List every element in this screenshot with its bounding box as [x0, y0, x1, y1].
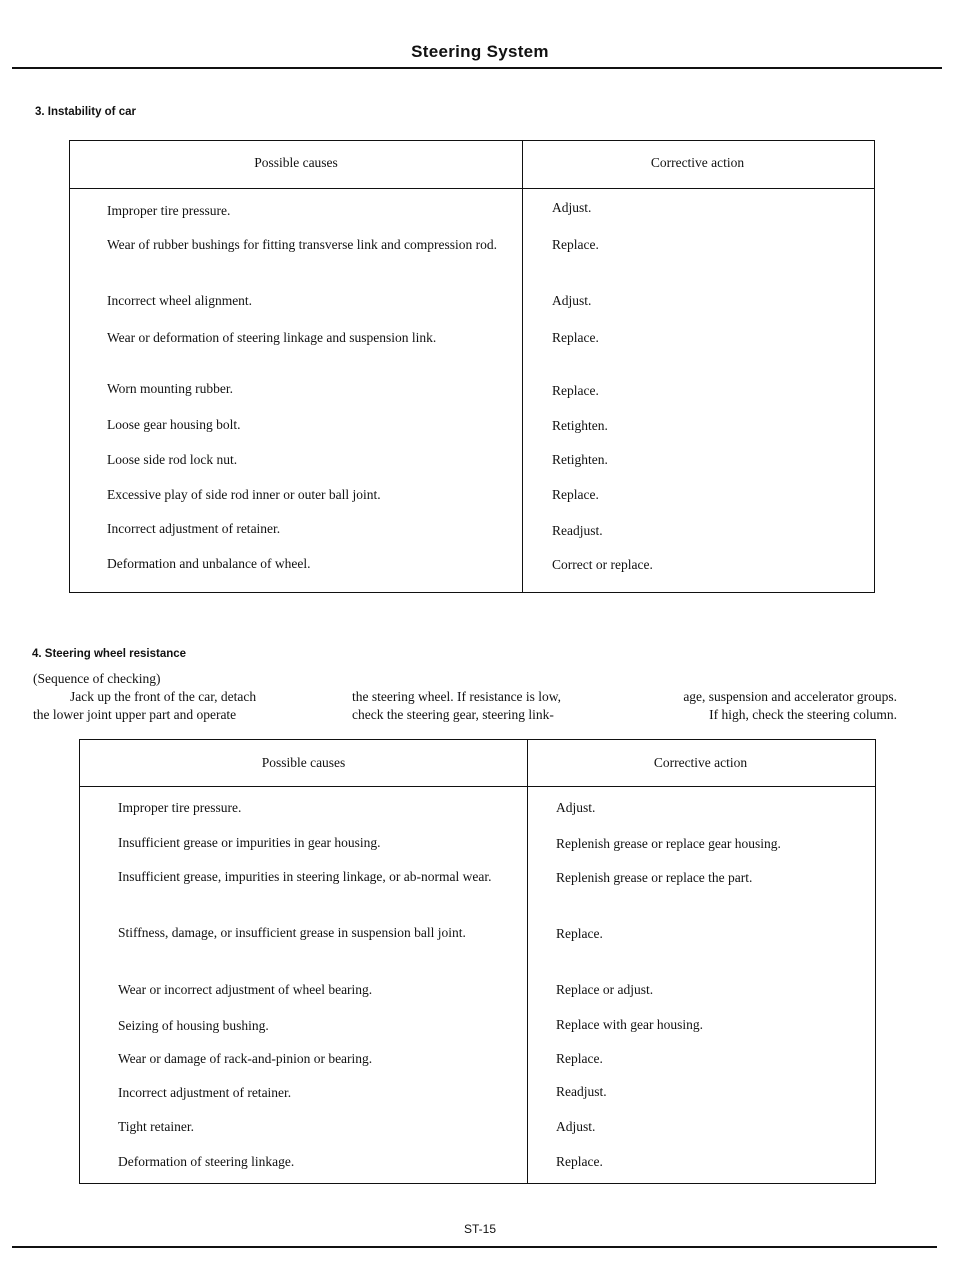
action-cell: Adjust. — [556, 1119, 596, 1134]
cause-cell: Improper tire pressure. — [118, 800, 242, 815]
action-cell: Replace. — [552, 487, 599, 502]
action-cell: Replenish grease or replace gear housing. — [556, 836, 781, 851]
instability-table — [69, 140, 875, 593]
action-cell: Replenish grease or replace the part. — [556, 870, 753, 885]
cause-cell: Wear or incorrect adjustment of wheel bearing. — [118, 982, 373, 997]
sequence-heading: (Sequence of checking) — [33, 671, 161, 686]
action-cell: Replace. — [552, 330, 599, 345]
action-cell: Replace. — [556, 1154, 603, 1169]
cause-cell: Wear or deformation of steering linkage and suspension link. — [107, 330, 437, 345]
intro-text-line: check the steering gear, steering link- — [352, 707, 554, 722]
action-cell: Readjust. — [552, 523, 603, 538]
column-divider — [522, 141, 523, 592]
page-title: Steering System — [411, 42, 549, 61]
cause-cell: Worn mounting rubber. — [107, 381, 234, 396]
action-cell: Correct or replace. — [552, 557, 653, 572]
action-cell: Replace or adjust. — [556, 982, 654, 997]
column-divider — [527, 740, 528, 1183]
intro-text-line: If high, check the steering column. — [709, 707, 897, 722]
intro-text-line: the steering wheel. If resistance is low, — [352, 689, 562, 704]
cause-cell: Deformation and unbalance of wheel. — [107, 556, 311, 571]
cause-cell: Incorrect wheel alignment. — [107, 293, 253, 308]
cause-cell: Loose side rod lock nut. — [107, 452, 238, 467]
cause-cell: Insufficient grease or impurities in gear housing. — [118, 835, 381, 850]
action-cell: Replace with gear housing. — [556, 1017, 703, 1032]
page-number: ST-15 — [463, 1222, 496, 1236]
cause-cell: Stiffness, damage, or insufficient grease in suspension ball joint. — [118, 925, 466, 940]
action-cell: Retighten. — [552, 452, 608, 467]
header-corrective-action: Corrective action — [653, 755, 748, 770]
action-cell: Adjust. — [552, 200, 592, 215]
action-cell: Replace. — [556, 1051, 603, 1066]
action-cell: Adjust. — [556, 800, 596, 815]
cause-cell: Tight retainer. — [118, 1119, 194, 1134]
cause-cell: Incorrect adjustment of retainer. — [118, 1085, 292, 1100]
action-cell: Retighten. — [552, 418, 608, 433]
cause-cell: Seizing of housing bushing. — [118, 1018, 269, 1033]
intro-text-line: Jack up the front of the car, detach — [70, 689, 257, 704]
header-possible-causes: Possible causes — [261, 755, 346, 770]
header-rule — [12, 67, 942, 69]
cause-cell: Loose gear housing bolt. — [107, 417, 241, 432]
intro-text-line: age, suspension and accelerator groups. — [683, 689, 897, 704]
intro-text-line: the lower joint upper part and operate — [33, 707, 237, 722]
action-cell: Adjust. — [552, 293, 592, 308]
action-cell: Replace. — [552, 383, 599, 398]
footer-rule — [12, 1246, 937, 1248]
action-cell: Replace. — [556, 926, 603, 941]
cause-cell: Incorrect adjustment of retainer. — [107, 521, 281, 536]
cause-cell: Wear of rubber bushings for fitting transverse link and compression rod. — [107, 237, 497, 252]
cause-cell: Excessive play of side rod inner or outer ball joint. — [107, 487, 381, 502]
steering-resistance-table — [79, 739, 876, 1184]
cause-cell: Deformation of steering linkage. — [118, 1154, 295, 1169]
cause-cell: Wear or damage of rack-and-pinion or bearing. — [118, 1051, 373, 1066]
cause-cell: Insufficient grease, impurities in steering linkage, or ab-normal wear. — [118, 869, 492, 884]
section-3-title: 3. Instability of car — [35, 106, 136, 118]
header-corrective-action: Corrective action — [650, 155, 745, 170]
section-4-title: 4. Steering wheel resistance — [32, 648, 187, 660]
cause-cell: Improper tire pressure. — [107, 203, 231, 218]
header-possible-causes: Possible causes — [254, 155, 338, 170]
action-cell: Readjust. — [556, 1084, 607, 1099]
action-cell: Replace. — [552, 237, 599, 252]
